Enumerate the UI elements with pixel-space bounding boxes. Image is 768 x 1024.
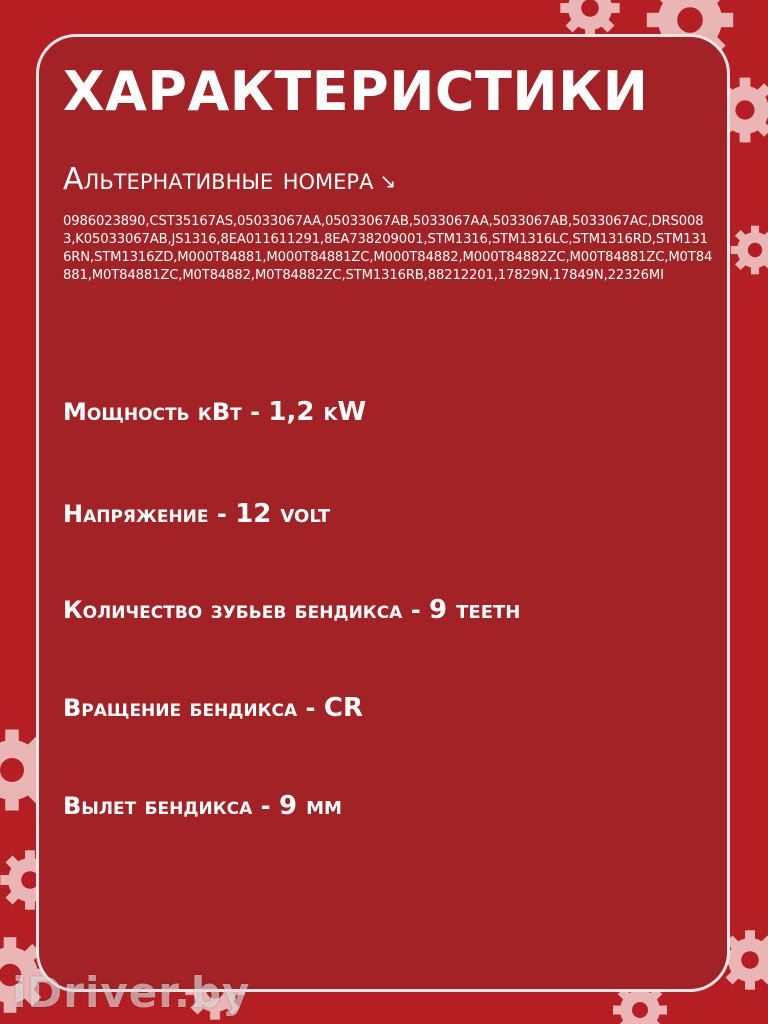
spec-bendix-teeth (63, 597, 520, 623)
alternative-numbers-list: 0986023890,CST35167AS,05033067AA,05033067AB,5033067AA,5033067AB,5033067AC,DRS0083,K05033067AB,JS1316,8EA011611291,8EA738209001,STM1316,STM1316LC,STM1316RD,STM1316RN,STM1316ZD,M000T84881,M000T84881ZC,M000T84882,M000T84882ZC,M00T84881ZC,M0T84881,M0T84881ZC,M0T84882,M0T84882ZC,STM1316RB,88212201,17829N,17849N,22326MI (63, 214, 713, 283)
spec-value: CR (323, 693, 363, 723)
spec-value: 9 teeth (429, 595, 521, 625)
spec-label: Напряжение (63, 500, 209, 528)
spec-separator: - (250, 398, 261, 426)
page-title: ХАРАКТЕРИСТИКИ (63, 60, 649, 123)
spec-label: Вращение бендикса (63, 694, 298, 722)
spec-separator: - (260, 792, 271, 820)
spec-label: Вылет бендикса (63, 792, 253, 820)
spec-value: 1,2 kW (268, 397, 367, 427)
watermark-logo: iDriver.by (12, 968, 251, 1017)
spec-value: 12 volt (235, 499, 331, 529)
characteristics-card (36, 34, 730, 992)
spec-separator: - (216, 500, 227, 528)
spec-voltage (63, 501, 330, 527)
spec-separator: - (410, 596, 421, 624)
arrow-down-right-icon: ↘ (379, 168, 397, 193)
spec-value: 9 мм (278, 791, 342, 821)
spec-label: Мощность кВт (63, 398, 242, 426)
spec-bendix-rotation (63, 695, 363, 721)
spec-bendix-overhang (63, 793, 342, 819)
spec-label: Количество зубьев бендикса (63, 596, 403, 624)
alternative-numbers-heading (63, 162, 397, 197)
alternative-numbers-label: Альтернативные номера (63, 162, 374, 197)
spec-separator: - (305, 694, 316, 722)
spec-power (63, 399, 366, 425)
